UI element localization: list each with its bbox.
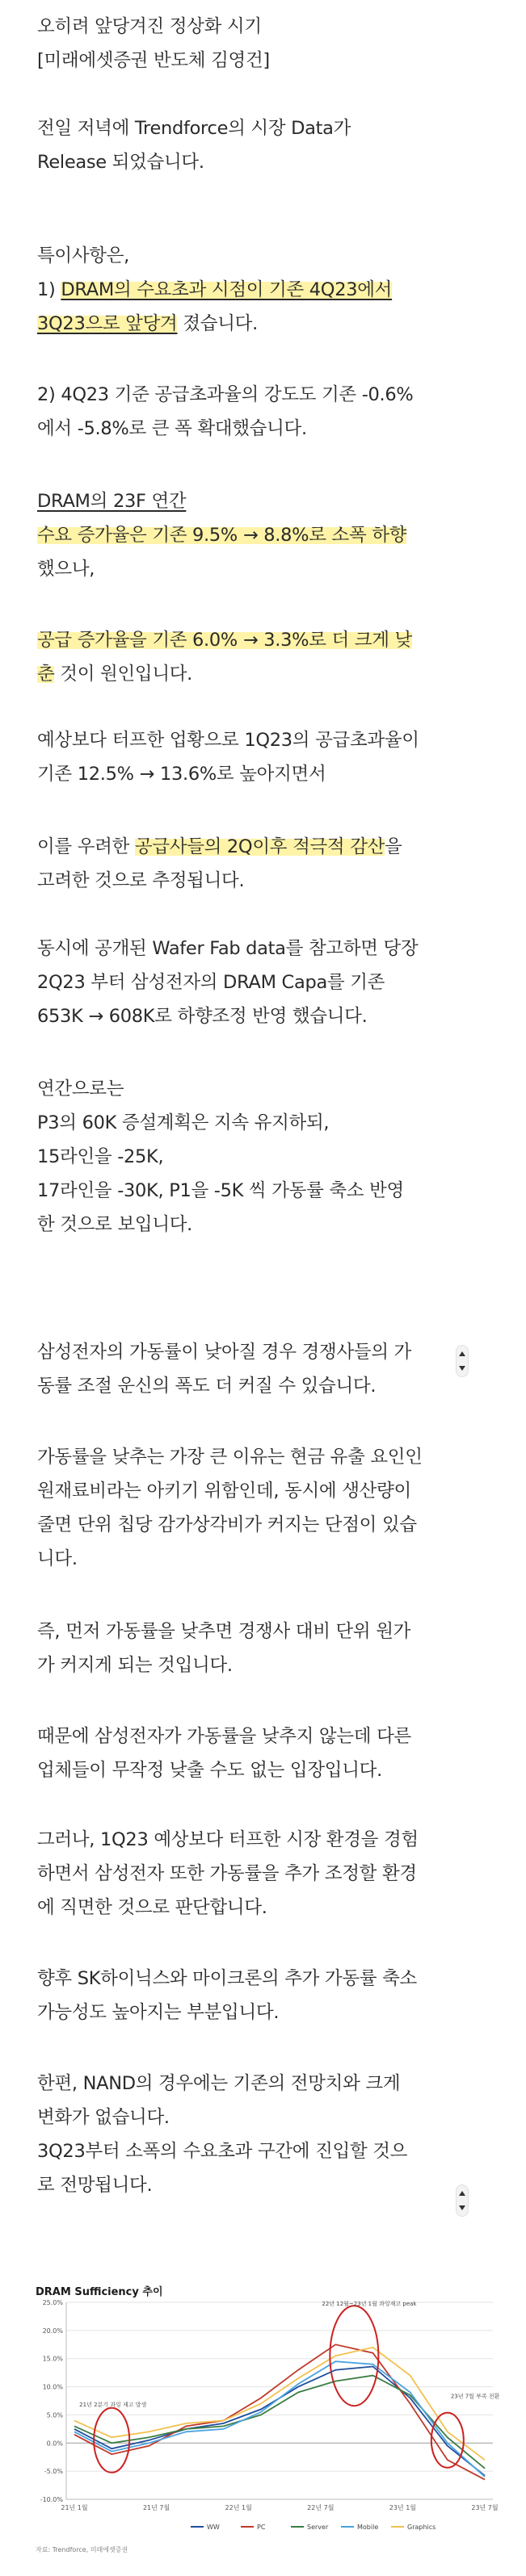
special-notes [37,239,457,341]
highlight-text: 공급사들의 2Q이후 적극적 감산 [134,836,385,857]
point2-paragraph [37,378,457,446]
text-line: 줄면 단위 칩당 감가상각비가 커지는 단점이 있습 [37,1514,417,1535]
text-line: 하면서 삼성전자 또한 가동률을 추가 조정할 환경 [37,1863,417,1884]
series-line-server [74,2376,485,2469]
y-tick-label: 15.0% [42,2355,63,2363]
y-tick-label: 0.0% [46,2440,63,2448]
text-line: 3Q23부터 소폭의 수요초과 구간에 진입할 것으 [37,2141,408,2162]
text-span: 것이 원인입니다. [54,664,193,685]
x-tick-label: 22년 7월 [307,2504,335,2511]
y-tick-label: -5.0% [44,2468,63,2476]
text-line: 전일 저녁에 Trendforce의 시장 Data가 [37,118,351,139]
series-line-ww [74,2367,485,2476]
legend-label: Graphics [407,2524,436,2531]
text-line: 가동률을 낮추는 가장 큰 이유는 현금 유출 요인인 [37,1447,423,1468]
cost-paragraph [37,1615,457,1682]
wafer-paragraph [37,932,457,1033]
highlight-text: 3Q23으로 앞당겨 [37,313,178,334]
supply-line2 [37,657,457,691]
x-tick-label: 22년 1월 [225,2504,252,2511]
chevron-down-icon [459,1366,465,1371]
text-line: 향후 SK하이닉스와 마이크론의 추가 가동률 축소 [37,1968,417,1989]
x-tick-label: 23년 1월 [389,2504,417,2511]
text-line: 예상보다 터프한 업황으로 1Q23의 공급초과율이 [37,730,419,751]
supply-line1 [37,623,457,657]
text-line: 삼성전자의 가동률이 낮아질 경우 경쟁사들의 가 [37,1342,411,1363]
demand-line [37,518,457,552]
annual-paragraph [37,1072,457,1242]
chart-annotation: 21년 2분기 과잉 재고 발생 [79,2401,147,2408]
x-tick-label: 21년 1월 [61,2504,88,2511]
text-line: 653K → 608K로 하향조정 반영 했습니다. [37,1006,368,1027]
supply-paragraph [37,623,457,691]
title-author: [미래에셋증권 반도체 김영건] [37,50,270,71]
however-paragraph [37,1823,457,1925]
text-line: 니다. [37,1548,78,1569]
text-line: 변화가 없습니다. [37,2107,170,2128]
text-line: 했으나, [37,559,95,580]
text-line: 동률 조절 운신의 폭도 더 커질 수 있습니다. [37,1376,377,1397]
text-line: 동시에 공개된 Wafer Fab data를 참고하면 당장 [37,938,419,959]
scroll-updown-button[interactable] [456,2184,469,2217]
text-line: 고려한 것으로 추정됩니다. [37,870,245,891]
text-line: 17라인을 -30K, P1을 -5K 씩 가동률 축소 반영 [37,1180,404,1201]
chevron-up-icon [459,2191,465,2196]
point1-line1 [37,273,457,307]
dram-annual-paragraph [37,484,457,586]
legend-label: Server [307,2524,329,2531]
text-line: 2) 4Q23 기준 공급초과율의 강도도 기존 -0.6% [37,384,414,405]
concern-line1 [37,830,457,864]
reason-paragraph [37,1440,457,1576]
series-line-pc [74,2344,485,2479]
chart-svg [29,2283,506,2541]
y-tick-label: 5.0% [46,2411,63,2419]
chart-source: 자료: Trendforce, 미래에셋증권 [36,2546,128,2553]
post-title [37,10,457,77]
text-line: 한 것으로 보입니다. [37,1214,193,1235]
legend-label: PC [257,2524,266,2531]
chart-title: DRAM Sufficiency 추이 [36,2286,163,2298]
highlight-text: 춘 [37,664,55,685]
text-line: 가 커지게 되는 것입니다. [37,1655,233,1676]
point1-line2 [37,307,457,341]
text-span: 이를 우려한 [37,836,135,857]
text-line: 15라인을 -25K, [37,1146,164,1167]
x-tick-label: 23년 7월 [471,2504,499,2511]
text-line: 에서 -5.8%로 큰 폭 확대했습니다. [37,418,307,439]
text-span: 졌습니다. [177,313,258,334]
y-tick-label: -10.0% [40,2496,63,2503]
highlight-ellipse [94,2408,129,2473]
position-paragraph [37,1719,457,1787]
chevron-up-icon [459,1351,465,1356]
chevron-down-icon [459,2205,465,2210]
intro-paragraph [37,111,457,179]
series-line-mobile [74,2361,485,2477]
legend-label: WW [207,2524,220,2531]
text-line: 한편, NAND의 경우에는 기존의 전망치와 크게 [37,2073,401,2094]
text-line: 연간으로는 [37,1079,124,1100]
section-heading: DRAM의 23F 연간 [37,491,187,512]
text-line: 에 직면한 것으로 판단합니다. [37,1897,267,1918]
scroll-updown-button[interactable] [456,1345,469,1377]
text-span: 을 [385,836,402,857]
text-line: 원재료비라는 아키기 위함인데, 동시에 생산량이 [37,1481,411,1502]
text-line: 업체들이 무작정 낮출 수도 없는 입장입니다. [37,1760,382,1781]
outlook-paragraph [37,723,457,791]
text-span: 1) [37,279,61,300]
text-line: 로 전망됩니다. [37,2175,153,2196]
text-line: 기존 12.5% → 13.6%로 높아지면서 [37,764,326,785]
text-line: 때문에 삼성전자가 가동률을 낮추지 않는데 다른 [37,1726,411,1747]
concern-paragraph [37,830,457,898]
highlight-text: 공급 증가율을 기존 6.0% → 3.3%로 더 크게 낮 [37,630,412,651]
text-line: 가능성도 높아지는 부분입니다. [37,2002,280,2023]
text-line: Release 되었습니다. [37,152,204,173]
future-paragraph [37,1962,457,2029]
y-tick-label: 25.0% [42,2299,63,2306]
text-line: 즉, 먼저 가동률을 낮추면 경쟁사 대비 단위 원가 [37,1621,411,1642]
dram-sufficiency-chart [29,2283,506,2561]
highlight-text: 수요 증가율은 기존 9.5% → 8.8%로 소폭 하향 [37,525,407,546]
highlight-text: DRAM의 수요초과 시점이 기존 4Q23에서 [61,279,393,300]
title-line: 오히려 앞당겨진 정상화 시기 [37,16,262,37]
text-line: P3의 60K 증설계획은 지속 유지하되, [37,1112,330,1133]
chart-annotation: 22년 12월~23년 1월 과잉재고 peak [322,2301,417,2307]
y-tick-label: 20.0% [42,2327,63,2335]
x-tick-label: 21년 7월 [142,2504,170,2511]
text-line: 그러나, 1Q23 예상보다 터프한 시장 환경을 경험 [37,1829,419,1850]
samsung-paragraph [37,1335,457,1403]
text-line: 특이사항은, [37,245,130,266]
nand-paragraph [37,2067,457,2202]
chart-annotation: 23년 7월 부족 전환 [450,2393,500,2400]
text-line: 2Q23 부터 삼성전자의 DRAM Capa를 기존 [37,972,385,993]
legend-label: Mobile [357,2524,379,2531]
y-tick-label: 10.0% [42,2383,63,2391]
